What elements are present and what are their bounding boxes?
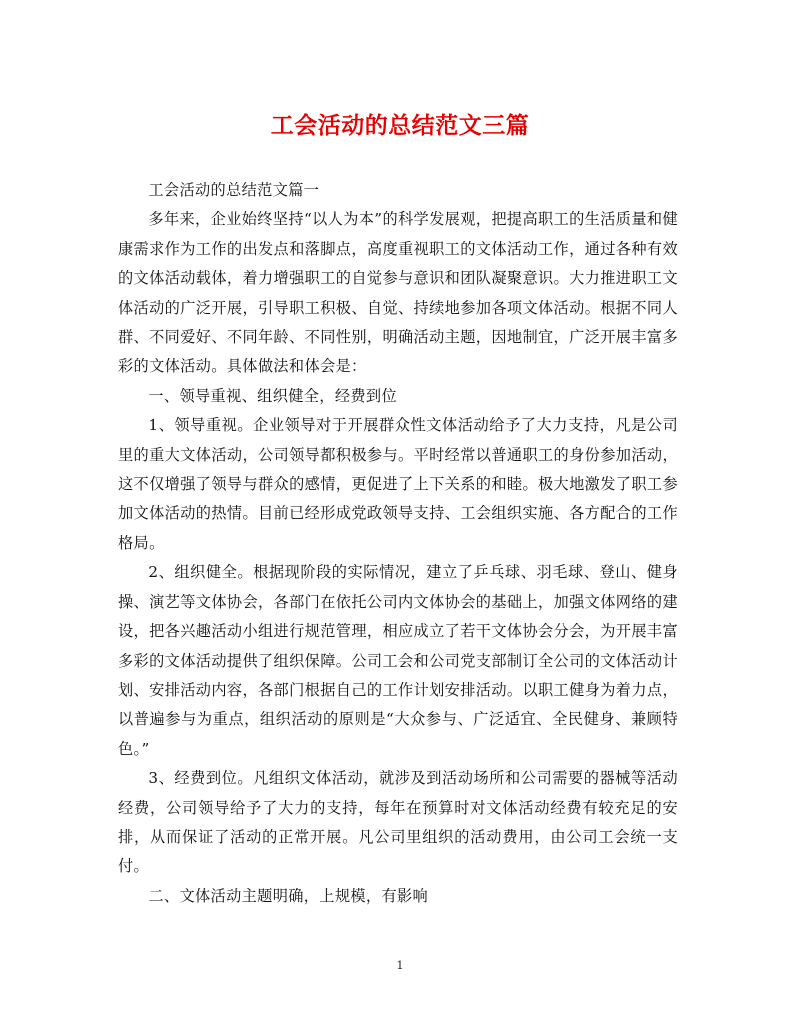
intro-paragraph: 多年来，企业始终坚持“以人为本”的科学发展观，把提高职工的生活质量和健康需求作为工作的出发点和落脚点，高度重视职工的文体活动工作，通过各种有效的文体活动载体，着力增强职工的自觉参与意识和团队凝聚意识。大力推进职工文体活动的广泛开展，引导职工积极、自觉、持续地参加各项文体活动。根据不同人群、不同爱好、不同年龄、不同性别，明确活动主题，因地制宜，广泛开展丰富多彩的文体活动。具体做法和体会是： — [118, 210, 678, 376]
page-number: 1 — [396, 959, 404, 972]
document-title: 工会活动的总结范文三篇 — [270, 112, 530, 139]
document-body — [118, 176, 678, 911]
section-heading-2: 二、文体活动主题明确，上规模，有影响 — [148, 886, 429, 905]
paragraph-organization: 2、组织健全。根据现阶段的实际情况，建立了乒乓球、羽毛球、登山、健身操、演艺等文体协会，各部门在依托公司内文体协会的基础上，加强文体网络的建设，把各兴趣活动小组进行规范管理，相应成立了若干文体协会分会，为开展丰富多彩的文体活动提供了组织保障。公司工会和公司党支部制订全公司的文体活动计划、安排活动内容，各部门根据自己的工作计划安排活动。以职工健身为着力点，以普遍参与为重点，组织活动的原则是“大众参与、广泛适宜、全民健身、兼顾特色。” — [118, 563, 678, 758]
section-heading-1: 一、领导重视、组织健全，经费到位 — [148, 386, 397, 405]
paragraph-leadership: 1、领导重视。企业领导对于开展群众性文体活动给予了大力支持，凡是公司里的重大文体活动，公司领导都积极参与。平时经常以普通职工的身份参加活动，这不仅增强了领导与群众的感情，更促进了上下关系的和睦。极大地激发了职工参加文体活动的热情。目前已经形成党政领导支持、工会组织实施、各方配合的工作格局。 — [118, 416, 678, 552]
subtitle-paragraph: 工会活动的总结范文篇一 — [148, 181, 320, 199]
paragraph-funding: 3、经费到位。凡组织文体活动，就涉及到活动场所和公司需要的器械等活动经费，公司领导给予了大力的支持，每年在预算时对文体活动经费有较充足的安排，从而保证了活动的正常开展。凡公司里组织的活动费用，由公司工会统一支付。 — [118, 769, 678, 876]
